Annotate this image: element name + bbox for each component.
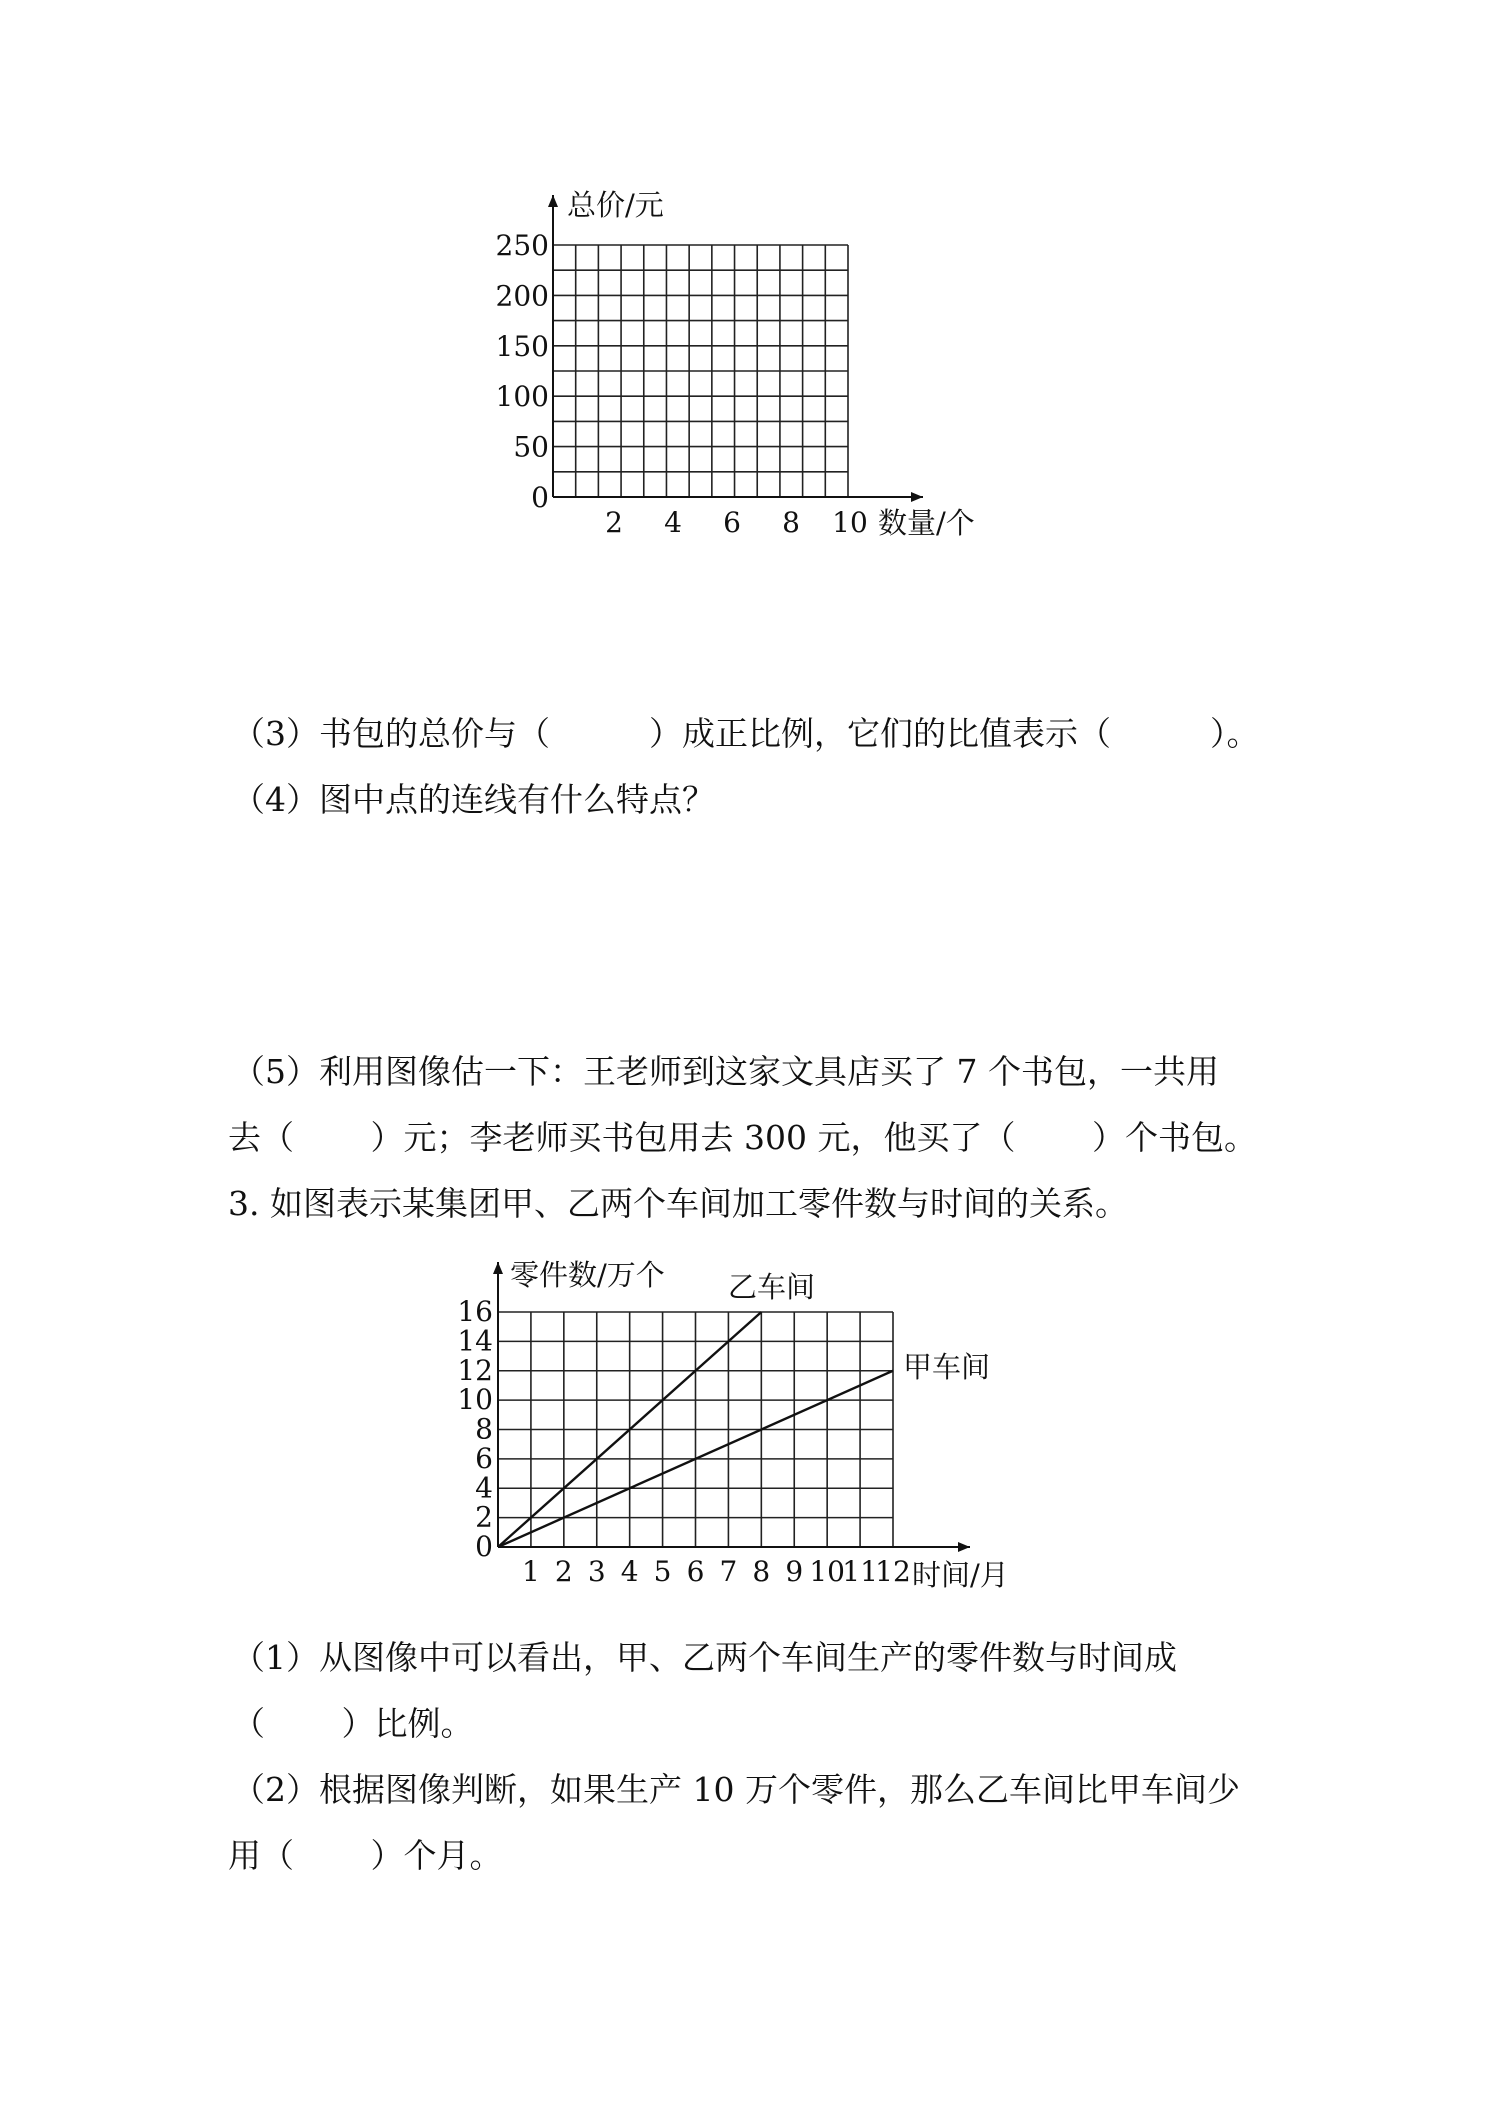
x-tick-label: 10 [832,506,868,539]
question-2-4: （4）图中点的连线有什么特点？ [232,780,715,819]
y-axis-arrow [493,1262,503,1274]
y-tick-label: 14 [457,1324,493,1358]
series-label-yi-workshop: 乙车间 [728,1270,816,1304]
question-3-1-line1: （1）从图像中可以看出，甲、乙两个车间生产的零件数与时间成 [232,1638,1177,1677]
x-tick-label: 6 [686,1555,705,1588]
y-tick-label: 2 [475,1500,493,1534]
y-tick-label: 200 [495,279,549,313]
x-tick-label: 5 [653,1555,672,1588]
chart2-x-tick-labels [522,1555,911,1588]
question-3-1-line2: （ ）比例。 [232,1704,474,1743]
question-3-2-line1: （2）根据图像判断，如果生产 10 万个零件，那么乙车间比甲车间少 [232,1770,1240,1809]
y-tick-label: 50 [513,430,549,464]
x-tick-label: 4 [620,1555,639,1588]
y-tick-label: 8 [475,1412,493,1446]
x-tick-label: 8 [752,1555,771,1588]
question-3-2-line2: 用（ ）个月。 [228,1836,503,1875]
chart2-grid [498,1312,893,1547]
question-3-title: 3. 如图表示某集团甲、乙两个车间加工零件数与时间的关系。 [228,1184,1128,1223]
x-tick-label: 7 [719,1555,738,1588]
x-tick-label: 2 [605,506,623,539]
x-tick-label: 9 [785,1555,804,1588]
y-tick-label: 16 [457,1295,493,1328]
y-tick-label: 0 [531,481,549,514]
x-tick-label: 10 [809,1555,845,1588]
y-tick-label: 4 [475,1471,493,1505]
chart1-x-axis-label: 数量/个 [878,506,975,540]
y-tick-label: 250 [495,229,549,262]
y-tick-label: 150 [495,329,549,363]
y-tick-label: 10 [457,1383,493,1417]
x-tick-label: 1 [522,1555,540,1588]
y-tick-label: 6 [475,1441,493,1475]
question-2-3: （3）书包的总价与（ ）成正比例，它们的比值表示（ ）。 [232,714,1260,753]
chart1-y-axis-label: 总价/元 [567,188,664,222]
y-tick-label: 12 [457,1353,493,1387]
y-tick-label: 100 [495,380,549,414]
x-tick-label: 12 [875,1555,911,1588]
question-2-5-line1: （5）利用图像估一下：王老师到这家文具店买了 7 个书包，一共用 [232,1052,1219,1091]
x-tick-label: 8 [782,506,800,539]
x-tick-label: 3 [587,1555,606,1588]
x-tick-label: 6 [723,506,741,539]
chart2-y-tick-labels [457,1295,493,1563]
chart2-y-axis-label: 零件数/万个 [510,1258,665,1292]
x-axis-arrow [958,1542,970,1552]
x-tick-label: 2 [554,1555,573,1588]
x-tick-label: 11 [842,1555,878,1588]
chart2-x-axis-label: 时间/月 [912,1558,1009,1592]
x-tick-label: 4 [664,506,682,539]
series-label-jia-workshop: 甲车间 [903,1350,991,1384]
question-2-5-line2: 去（ ）元；李老师买书包用去 300 元，他买了（ ）个书包。 [228,1118,1257,1157]
y-tick-label: 0 [475,1530,493,1563]
